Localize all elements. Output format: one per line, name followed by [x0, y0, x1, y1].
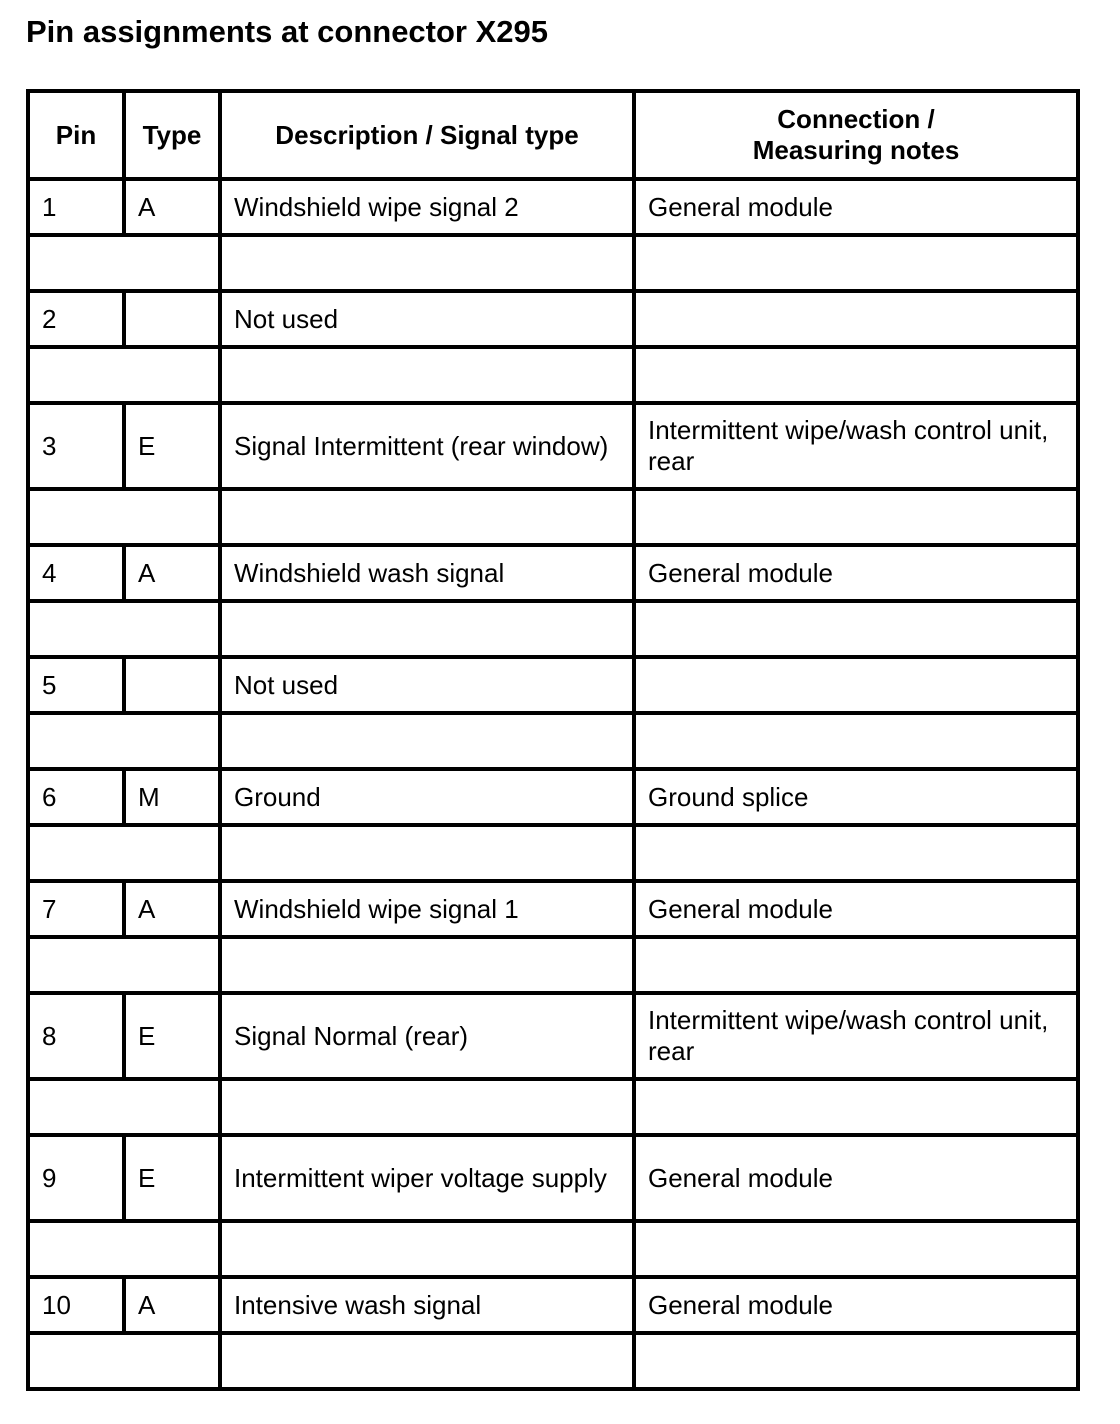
header-description: Description / Signal type — [220, 91, 634, 179]
spacer-cell — [220, 347, 634, 403]
cell-type: E — [124, 403, 220, 489]
spacer-cell — [28, 347, 220, 403]
spacer-cell — [220, 601, 634, 657]
spacer-cell — [220, 489, 634, 545]
spacer-cell — [28, 489, 220, 545]
cell-connection — [634, 657, 1078, 713]
table-row — [28, 1135, 1078, 1221]
spacer-cell — [28, 713, 220, 769]
spacer-row — [28, 601, 1078, 657]
cell-description: Not used — [220, 291, 634, 347]
table-row — [28, 179, 1078, 235]
cell-connection: General module — [634, 179, 1078, 235]
spacer-cell — [634, 1333, 1078, 1389]
cell-type: M — [124, 769, 220, 825]
spacer-row — [28, 1333, 1078, 1389]
cell-pin: 4 — [28, 545, 124, 601]
spacer-cell — [634, 1079, 1078, 1135]
spacer-cell — [220, 713, 634, 769]
cell-type: A — [124, 881, 220, 937]
cell-type: A — [124, 179, 220, 235]
spacer-cell — [28, 937, 220, 993]
header-pin: Pin — [28, 91, 124, 179]
spacer-row — [28, 489, 1078, 545]
page-title: Pin assignments at connector X295 — [26, 14, 549, 49]
cell-type: E — [124, 1135, 220, 1221]
spacer-row — [28, 235, 1078, 291]
spacer-cell — [634, 489, 1078, 545]
header-connection-line2: Measuring notes — [752, 135, 960, 165]
cell-pin: 10 — [28, 1277, 124, 1333]
cell-description: Intensive wash signal — [220, 1277, 634, 1333]
spacer-cell — [28, 1079, 220, 1135]
spacer-cell — [634, 235, 1078, 291]
spacer-cell — [634, 601, 1078, 657]
cell-description: Intermittent wiper voltage supply — [220, 1135, 634, 1221]
spacer-cell — [634, 713, 1078, 769]
spacer-cell — [634, 825, 1078, 881]
table-row — [28, 881, 1078, 937]
cell-connection: Intermittent wipe/wash control unit, rear — [634, 403, 1078, 489]
spacer-cell — [220, 1333, 634, 1389]
cell-connection: General module — [634, 1135, 1078, 1221]
spacer-cell — [634, 937, 1078, 993]
spacer-cell — [28, 1221, 220, 1277]
spacer-row — [28, 825, 1078, 881]
cell-pin: 1 — [28, 179, 124, 235]
table-row — [28, 657, 1078, 713]
spacer-cell — [28, 235, 220, 291]
cell-description: Windshield wash signal — [220, 545, 634, 601]
cell-type: A — [124, 545, 220, 601]
spacer-cell — [28, 825, 220, 881]
header-connection — [634, 91, 1078, 179]
table-row — [28, 1277, 1078, 1333]
spacer-cell — [634, 1221, 1078, 1277]
header-connection-line1: Connection / — [777, 104, 935, 134]
table-row — [28, 993, 1078, 1079]
table-row — [28, 769, 1078, 825]
cell-type: A — [124, 1277, 220, 1333]
spacer-row — [28, 1221, 1078, 1277]
cell-description: Windshield wipe signal 2 — [220, 179, 634, 235]
spacer-cell — [220, 1079, 634, 1135]
cell-description: Windshield wipe signal 1 — [220, 881, 634, 937]
pin-assignment-table — [26, 89, 1080, 1391]
cell-connection: Intermittent wipe/wash control unit, rear — [634, 993, 1078, 1079]
spacer-row — [28, 1079, 1078, 1135]
cell-pin: 5 — [28, 657, 124, 713]
cell-connection: General module — [634, 881, 1078, 937]
cell-pin: 9 — [28, 1135, 124, 1221]
spacer-cell — [28, 601, 220, 657]
cell-description: Not used — [220, 657, 634, 713]
cell-type — [124, 291, 220, 347]
spacer-cell — [634, 347, 1078, 403]
cell-pin: 3 — [28, 403, 124, 489]
spacer-cell — [220, 825, 634, 881]
spacer-row — [28, 713, 1078, 769]
spacer-cell — [220, 937, 634, 993]
cell-connection — [634, 291, 1078, 347]
cell-description: Ground — [220, 769, 634, 825]
cell-pin: 2 — [28, 291, 124, 347]
cell-description: Signal Normal (rear) — [220, 993, 634, 1079]
table-row — [28, 545, 1078, 601]
table-row — [28, 403, 1078, 489]
spacer-cell — [28, 1333, 220, 1389]
spacer-cell — [220, 1221, 634, 1277]
cell-pin: 6 — [28, 769, 124, 825]
table-row — [28, 291, 1078, 347]
cell-connection: Ground splice — [634, 769, 1078, 825]
cell-pin: 8 — [28, 993, 124, 1079]
spacer-cell — [220, 235, 634, 291]
cell-description: Signal Intermittent (rear window) — [220, 403, 634, 489]
cell-connection: General module — [634, 545, 1078, 601]
table-header-row — [28, 91, 1078, 179]
header-type: Type — [124, 91, 220, 179]
cell-connection: General module — [634, 1277, 1078, 1333]
cell-pin: 7 — [28, 881, 124, 937]
cell-type — [124, 657, 220, 713]
spacer-row — [28, 937, 1078, 993]
spacer-row — [28, 347, 1078, 403]
cell-type: E — [124, 993, 220, 1079]
